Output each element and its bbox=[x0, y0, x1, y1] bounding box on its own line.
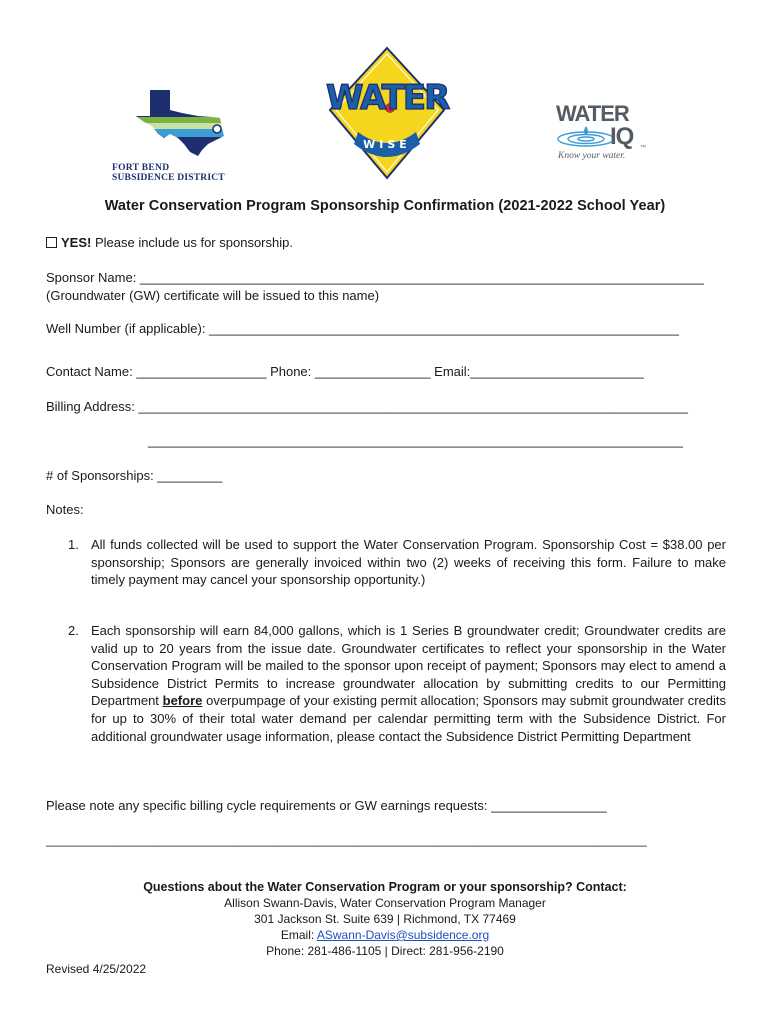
contact-address: 301 Jackson St. Suite 639 | Richmond, TX 77469 bbox=[254, 912, 516, 926]
billing-address-field[interactable]: Billing Address: ____________________________________________________________________________ bbox=[46, 399, 688, 414]
contact-phone: Phone: 281-486-1105 | Direct: 281-956-2190 bbox=[266, 944, 504, 958]
contact-footer bbox=[0, 879, 770, 959]
notes-list bbox=[46, 536, 726, 589]
water-ripple-icon bbox=[556, 125, 616, 149]
revised-date: Revised 4/25/2022 bbox=[46, 962, 147, 976]
fort-bend-logo-text-2: SUBSIDENCE DISTRICT bbox=[112, 173, 225, 183]
contact-email-link[interactable]: ASwann-Davis@subsidence.org bbox=[316, 928, 490, 942]
note-item bbox=[46, 536, 726, 589]
well-number-field[interactable]: Well Number (if applicable): _________________________________________________________________ bbox=[46, 321, 679, 336]
fort-bend-logo bbox=[112, 86, 242, 183]
contact-question: Questions about the Water Conservation Program or your sponsorship? Contact: bbox=[143, 880, 627, 894]
texas-map-icon bbox=[112, 86, 242, 156]
contact-name: Allison Swann-Davis, Water Conservation Program Manager bbox=[224, 896, 546, 910]
billing-requests-field[interactable]: Please note any specific billing cycle requirements or GW earnings requests: ________________ bbox=[46, 798, 607, 813]
note-text-after: overpumpage of your existing permit allocation; Sponsors may submit groundwater credits for up to 30% of their total water demand per calendar permitting term with the Subsidence District. For additional groundwater usage information, please contact the Subsidence District Permitting Department bbox=[91, 693, 726, 744]
water-iq-logo bbox=[556, 103, 660, 173]
form-title: Water Conservation Program Sponsorship Confirmation (2021-2022 School Year) bbox=[104, 198, 666, 214]
note-emphasis: before bbox=[162, 693, 203, 709]
note-text-before: Each sponsorship will earn 84,000 gallons, which is 1 Series B groundwater credit; Groundwater credits are valid up to 20 years from the issue date. Groundwater certificates to reflect your sponsorship in the Water Conservation Program will be mailed to the sponsor upon receipt of payment; Sponsors may elect to amend a Subsidence District Permits to increase groundwater allocation by submitting credits to our Permitting Department bbox=[91, 623, 726, 709]
yes-label: YES! bbox=[61, 235, 92, 250]
fort-bend-logo-text-1: FORT BEND bbox=[112, 163, 170, 173]
sponsorship-checkbox[interactable] bbox=[46, 237, 57, 248]
water-iq-trademark: ™ bbox=[640, 145, 646, 151]
note-number: 1. bbox=[68, 537, 79, 552]
sponsorships-count-field[interactable]: # of Sponsorships: _________ bbox=[46, 468, 223, 483]
billing-address-field-2[interactable]: __________________________________________________________________________ bbox=[148, 433, 684, 448]
note-text: All funds collected will be used to support the Water Conservation Program. Sponsorship Cost = $38.00 per sponsorship; Sponsors are generally invoiced within two (2) weeks of receiving this form. Failure to make timely payment may cancel your sponsorship opportunity.) bbox=[91, 537, 726, 588]
water-wise-logo bbox=[326, 44, 448, 182]
yes-option-text: Please include us for sponsorship. bbox=[91, 235, 293, 250]
water-iq-letters: IQ bbox=[610, 123, 634, 150]
note-number: 2. bbox=[68, 623, 79, 638]
water-wise-title: WATER bbox=[326, 78, 449, 118]
yes-option[interactable] bbox=[46, 234, 293, 251]
billing-requests-field-2[interactable]: __________________________________________________________________________________________ bbox=[46, 833, 647, 847]
notes-list-2 bbox=[46, 622, 726, 745]
notes-heading: Notes: bbox=[46, 502, 84, 517]
contact-email-label: Email: bbox=[280, 928, 317, 942]
water-iq-tagline: Know your water. bbox=[558, 151, 626, 161]
contact-info-field[interactable]: Contact Name: __________________ Phone: ________________ Email:________________________ bbox=[46, 364, 644, 379]
water-wise-subtitle: WISE bbox=[363, 138, 411, 151]
contact-email-line bbox=[0, 927, 770, 943]
water-iq-title: WATER bbox=[556, 101, 629, 126]
note-item bbox=[46, 622, 726, 745]
sponsor-name-field[interactable]: Sponsor Name: ______________________________________________________________________________ bbox=[46, 270, 704, 285]
gw-certificate-note: (Groundwater (GW) certificate will be issued to this name) bbox=[46, 288, 380, 303]
